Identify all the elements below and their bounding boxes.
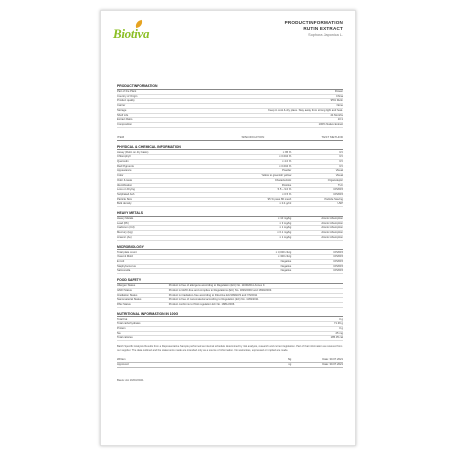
table-cell: TLC xyxy=(293,183,343,188)
table-cell: Protein xyxy=(117,327,192,332)
signoff-table xyxy=(117,358,343,368)
table-cell: Date: 30.07.2021 xyxy=(293,362,343,367)
table-cell: Atomic Absorption xyxy=(293,226,343,231)
table-cell: GMO Status xyxy=(117,288,167,293)
table-cell: Appearance xyxy=(117,169,185,174)
table-cell: Negative xyxy=(185,264,293,269)
table-cell: Loss on Drying xyxy=(117,188,185,193)
table-cell: ≤ 4.0 % xyxy=(185,160,293,165)
table-cell: 25 mg xyxy=(192,331,343,336)
section-title: HEAVY METALS xyxy=(117,211,343,217)
nutrition-table xyxy=(117,318,343,342)
table-cell: Odor & taste xyxy=(117,178,185,183)
table-cell: CP2015 xyxy=(293,259,343,264)
table-cell: 185.35 cal xyxy=(192,336,343,341)
table-cell: Product conforms to PAH regulation EC No. 1881/2006. xyxy=(167,302,343,307)
table-cell: 0 g xyxy=(192,318,343,322)
table-cell: ≤ 10 mg/kg xyxy=(185,217,293,221)
item-column-label: ITEM xyxy=(117,134,125,139)
table-cell: ≥ 95 % xyxy=(185,151,293,155)
table-cell: Heavy Metals xyxy=(117,217,185,221)
table-cell: CP2015 xyxy=(293,251,343,255)
table-cell: Red Pigments xyxy=(117,164,185,169)
section-title: PRODUCTINFORMATION xyxy=(117,84,343,90)
table-cell: ≤ 3,000 cfu/g xyxy=(185,251,293,255)
document-page xyxy=(100,10,356,446)
document-content xyxy=(117,84,343,382)
section-title: NUTRITIONAL INFORMATION IN 100G xyxy=(117,312,343,318)
productinfo-table xyxy=(117,90,343,128)
table-cell: UV xyxy=(293,151,343,155)
document-header xyxy=(285,20,343,38)
table-cell: ≤ 0.004 % xyxy=(185,155,293,160)
table-cell: Date: 30.07.2021 xyxy=(293,358,343,363)
table-cell: Country of Origin xyxy=(117,94,192,99)
table-cell: Bulk density xyxy=(117,202,185,207)
table-cell: PAH Status xyxy=(117,302,167,307)
table-cell: Atomic Absorption xyxy=(293,235,343,240)
table-cell: Characteristic xyxy=(185,178,293,183)
table-cell: Particle Size xyxy=(117,197,185,202)
table-cell: Identification xyxy=(117,183,185,188)
signoff-row xyxy=(117,362,343,367)
table-cell: Total carbohydrates xyxy=(117,322,192,327)
table-cell: ≤ 3 mg/kg xyxy=(185,221,293,226)
table-cell: Positive xyxy=(185,183,293,188)
table-cell: ≤ 1 mg/kg xyxy=(185,235,293,240)
table-cell: ≤ 1 mg/kg xyxy=(185,226,293,231)
table-cell: 100% Native Extract xyxy=(192,122,343,127)
table-cell: ≤ 0.5 % xyxy=(185,192,293,197)
table-cell: Sulphated Ash xyxy=(117,192,185,197)
header-latin-name: Sophora Japonica L. xyxy=(308,33,343,37)
table-row xyxy=(117,302,343,307)
table-cell: Total calories xyxy=(117,336,192,341)
table-cell: Product is free of nanomaterial according to Regulation (EC) No. 1169/2011 xyxy=(167,298,343,303)
table-cell: China xyxy=(192,94,343,99)
table-cell: Visual xyxy=(293,169,343,174)
header-title: PRODUCTINFORMATION xyxy=(284,20,343,25)
table-cell: Na xyxy=(117,331,192,336)
section-title: PHYSICAL & CHEMICAL INFORMATION xyxy=(117,145,343,151)
biotiva-logo xyxy=(111,21,155,45)
table-cell: ≥ 0.4 g/ml xyxy=(185,202,293,207)
table-cell: Irradiation Status xyxy=(117,293,167,298)
table-row xyxy=(117,336,343,341)
table-cell: Organoleptic xyxy=(293,178,343,183)
table-cell: Shelf Life xyxy=(117,113,192,118)
table-cell: 24 Months xyxy=(192,113,343,118)
table-cell: Mercury (Hg) xyxy=(117,231,185,236)
spec-section xyxy=(117,245,343,275)
table-cell: USP xyxy=(293,202,343,207)
spec-table xyxy=(117,251,343,275)
table-cell: 5.5 ~ 9.0 % xyxy=(185,188,293,193)
table-cell: Yeast & Mold xyxy=(117,255,185,260)
table-cell: Atomic Absorption xyxy=(293,217,343,221)
item-header xyxy=(117,132,343,141)
table-row xyxy=(117,269,343,274)
table-cell: UV xyxy=(293,160,343,165)
spec-table xyxy=(117,151,343,207)
table-cell: Approved xyxy=(117,362,185,367)
table-row xyxy=(117,202,343,207)
disclaimer-notes: Batch Specific Analysis Results from a Representative Sample performed as internal schedule determined by risk analysis, research and current legislation. Part of that information as received from our supplier. The data outlined and the statements made are intended only as a source of information. No warranties, expressed or implied are made. xyxy=(117,345,343,352)
table-cell: Atomic Absorption xyxy=(293,231,343,236)
food-safety-table xyxy=(117,284,343,308)
table-cell: 95 % pass 80 mesh xyxy=(185,197,293,202)
table-cell: Carrier xyxy=(117,104,192,109)
table-cell: CP2015 xyxy=(293,192,343,197)
table-cell: Product is irradiation-free according to Directive EC/1999/2/3 and 7/9/2011 xyxy=(167,293,343,298)
table-cell: Powder xyxy=(185,169,293,174)
spec-sections xyxy=(117,145,343,274)
table-cell: Chlorophyll xyxy=(117,155,185,160)
table-cell: Flower xyxy=(192,90,343,94)
section-title: MICROBIOLOGY xyxy=(117,245,343,251)
table-cell: Product is free of allergens according to Regulation (EU) No. 1169/2011 Annex II. xyxy=(167,284,343,288)
logo-text: Biotiva xyxy=(113,26,150,41)
table-row xyxy=(117,122,343,127)
productinfo-section xyxy=(117,84,343,128)
table-cell: Part of the Plant xyxy=(117,90,192,94)
table-cell: Visual xyxy=(293,174,343,179)
table-cell: Ng xyxy=(185,358,293,363)
nutrition-section xyxy=(117,312,343,342)
food-safety-section xyxy=(117,278,343,308)
table-cell: ≤ 0.1 mg/kg xyxy=(185,231,293,236)
table-cell: Salmonella xyxy=(117,269,185,274)
table-cell: Total plate count xyxy=(117,251,185,255)
table-cell: Negative xyxy=(185,269,293,274)
table-cell: 95% Rutin xyxy=(192,99,343,104)
table-cell: Product is GMO-free and complies to Regulations (EC) No. 1829/2003 and 1830/2003. xyxy=(167,288,343,293)
table-cell: None xyxy=(192,104,343,109)
table-cell: Particle Sieving xyxy=(293,197,343,202)
table-cell: Yellow to greenish yellow xyxy=(185,174,293,179)
spec-section xyxy=(117,145,343,207)
table-cell: Nanomaterial Status xyxy=(117,298,167,303)
header-product: RUTIN EXTRACT xyxy=(303,26,343,31)
table-cell: ≤ 300 cfu/g xyxy=(185,255,293,260)
table-cell: CP2015 xyxy=(293,188,343,193)
table-cell: Written xyxy=(117,358,185,363)
table-row xyxy=(117,235,343,240)
spec-column-label: SPECIFICATION xyxy=(241,134,265,139)
table-cell: Extract Ratio xyxy=(117,118,192,123)
table-cell: Cadmium (Cd) xyxy=(117,226,185,231)
table-cell: CP2015 xyxy=(293,264,343,269)
basis-text: Basis: AA 19/03/2021 xyxy=(117,377,144,382)
table-cell: ng xyxy=(185,362,293,367)
method-column-label: TEST METHOD xyxy=(321,134,343,139)
table-cell: ≤ 0.004 % xyxy=(185,164,293,169)
spec-section xyxy=(117,211,343,241)
spec-table xyxy=(117,217,343,241)
table-cell: Staphylococcus xyxy=(117,264,185,269)
table-cell: Composition xyxy=(117,122,192,127)
table-cell: UV xyxy=(293,155,343,160)
table-cell: Product quality xyxy=(117,99,192,104)
table-cell: Atomic Absorption xyxy=(293,221,343,226)
table-cell: 71.36 g xyxy=(192,322,343,327)
table-cell: Allergen Status xyxy=(117,284,167,288)
table-cell: Assay (Rutin on dry basis) xyxy=(117,151,185,155)
table-cell: Lead (Pb) xyxy=(117,221,185,226)
table-cell: UV xyxy=(293,164,343,169)
table-cell: Storage xyxy=(117,108,192,113)
table-cell: CP2015 xyxy=(293,269,343,274)
table-cell: Quercetin xyxy=(117,160,185,165)
table-cell: Arsenic (As) xyxy=(117,235,185,240)
table-cell: CP2015 xyxy=(293,255,343,260)
table-cell: 0 g xyxy=(192,327,343,332)
table-cell: Negative xyxy=(185,259,293,264)
table-cell: Total Fat xyxy=(117,318,192,322)
section-title: FOOD SAFETY xyxy=(117,278,343,284)
table-cell: Color xyxy=(117,174,185,179)
table-cell: Keep in cool & dry place. Stay away from strong light and heat. xyxy=(192,108,343,113)
table-cell: E.Coli xyxy=(117,259,185,264)
table-cell: 10:1 xyxy=(192,118,343,123)
